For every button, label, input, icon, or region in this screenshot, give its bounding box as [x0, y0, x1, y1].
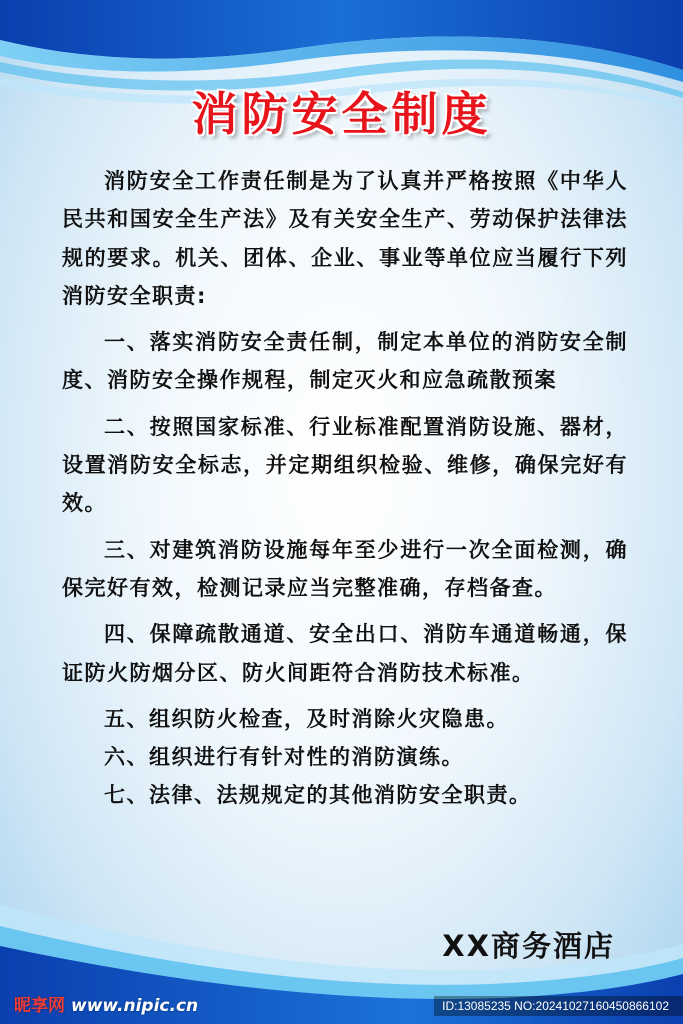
intro-paragraph: 消防安全工作责任制是为了认真并严格按照《中华人民共和国安全生产法》及有关安全生产、劳动保护法律法规的要求。机关、团体、企业、事业等单位应当履行下列消防安全职责:: [62, 169, 628, 308]
clause-1: 一、落实消防安全责任制，制定本单位的消防安全制度、消防安全操作规程，制定灭火和应急疏散预案: [62, 330, 628, 393]
clause-4: 四、保障疏散通道、安全出口、消防车通道畅通，保证防火防烟分区、防火间距符合消防技术标准。: [62, 622, 628, 685]
signature: XX商务酒店: [442, 929, 615, 963]
watermark-logo-url: www.nipic.cn: [71, 996, 199, 1016]
clause-7: 七、法律、法规规定的其他消防安全职责。: [104, 783, 532, 808]
regulation-body: [62, 162, 628, 815]
watermark-logo: [14, 991, 198, 1016]
page-title: 消防安全制度: [191, 87, 492, 141]
clause-3: 三、对建筑消防设施每年至少进行一次全面检测，确保完好有效，检测记录应当完整准确，存档备查。: [62, 537, 628, 600]
clause-5: 五、组织防火检查，及时消除火灾隐患。: [104, 706, 509, 731]
watermark-logo-cn: 昵享网: [14, 996, 65, 1016]
watermark-id: ID:13085235 NO:20241027160450866102: [434, 996, 683, 1016]
clause-6: 六、组织进行有针对性的消防演练。: [104, 745, 464, 770]
clause-2: 二、按照国家标准、行业标准配置消防设施、器材，设置消防安全标志，并定期组织检验、维修，确保完好有效。: [62, 414, 628, 516]
